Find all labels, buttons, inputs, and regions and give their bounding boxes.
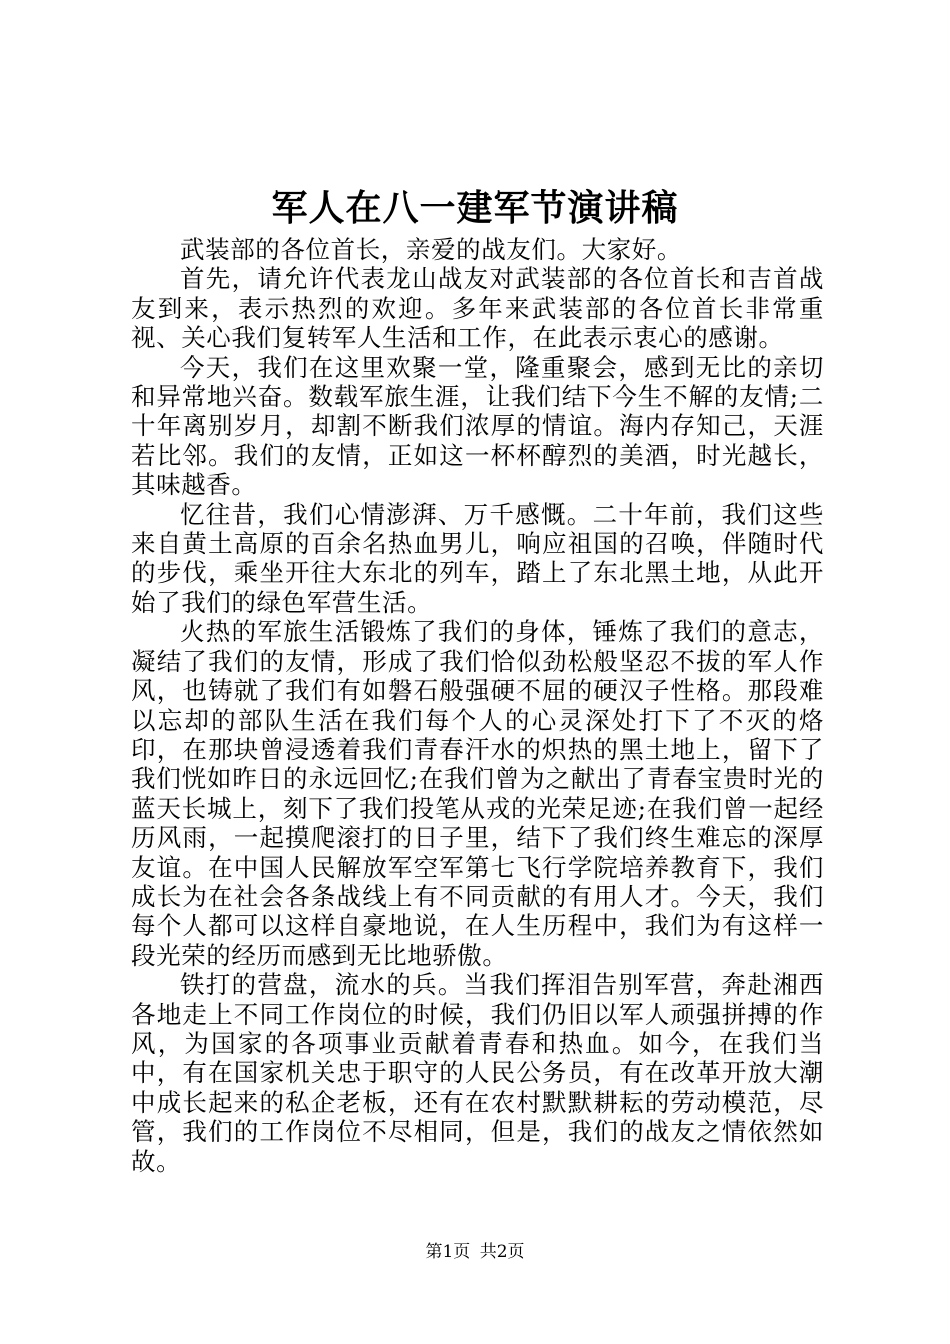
page-number: 第1页 bbox=[425, 1242, 471, 1262]
paragraph-reunion: 今天，我们在这里欢聚一堂，隆重聚会，感到无比的亲切和异常地兴奋。数载军旅生涯，让我们结下今生不解的友情;二十年离别岁月，却割不断我们浓厚的情谊。海内存知己，天涯若比邻。我们的友情，正如这一杯杯醇烈的美酒，时光越长，其味越香。 bbox=[131, 352, 824, 500]
paragraph-welcome: 首先，请允许代表龙山战友对武装部的各位首长和吉首战友到来，表示热烈的欢迎。多年来武装部的各位首长非常重视、关心我们复转军人生活和工作，在此表示衷心的感谢。 bbox=[131, 264, 824, 353]
paragraph-greeting: 武装部的各位首长，亲爱的战友们。大家好。 bbox=[180, 235, 682, 264]
paragraph-after-service: 铁打的营盘，流水的兵。当我们挥泪告别军营，奔赴湘西各地走上不同工作岗位的时候，我们仍旧以军人顽强拼搏的作风，为国家的各项事业贡献着青春和热血。如今，在我们当中，有在国家机关忠于职守的人民公务员，有在改革开放大潮中成长起来的私企老板，还有在农村默默耕耘的劳动模范，尽管，我们的工作岗位不尽相同，但是，我们的战友之情依然如故。 bbox=[131, 970, 824, 1176]
document-body bbox=[131, 235, 824, 1176]
paragraph-military-life: 火热的军旅生活锻炼了我们的身体，锤炼了我们的意志，凝结了我们的友情，形成了我们恰似劲松般坚忍不拔的军人作风，也铸就了我们有如磐石般强硬不屈的硬汉子性格。那段难以忘却的部队生活在我们每个人的心灵深处打下了不灭的烙印，在那块曾浸透着我们青春汗水的炽热的黑土地上，留下了我们恍如昨日的永远回忆;在我们曾为之献出了青春宝贵时光的蓝天长城上，刻下了我们投笔从戎的光荣足迹;在我们曾一起经历风雨，一起摸爬滚打的日子里，结下了我们终生难忘的深厚友谊。在中国人民解放军空军第七飞行学院培养教育下，我们成长为在社会各条战线上有不同贡献的有用人才。今天，我们每个人都可以这样自豪地说，在人生历程中，我们为有这样一段光荣的经历而感到无比地骄傲。 bbox=[131, 617, 824, 970]
page-footer bbox=[0, 1240, 950, 1264]
page-total: 共2页 bbox=[479, 1242, 525, 1262]
document-title: 军人在八一建军节演讲稿 bbox=[271, 187, 679, 229]
paragraph-memories: 忆往昔，我们心情澎湃、万千感慨。二十年前，我们这些来自黄土高原的百余名热血男儿，响应祖国的召唤，伴随时代的步伐，乘坐开往大东北的列车，踏上了东北黑土地，从此开始了我们的绿色军营生活。 bbox=[131, 499, 824, 617]
